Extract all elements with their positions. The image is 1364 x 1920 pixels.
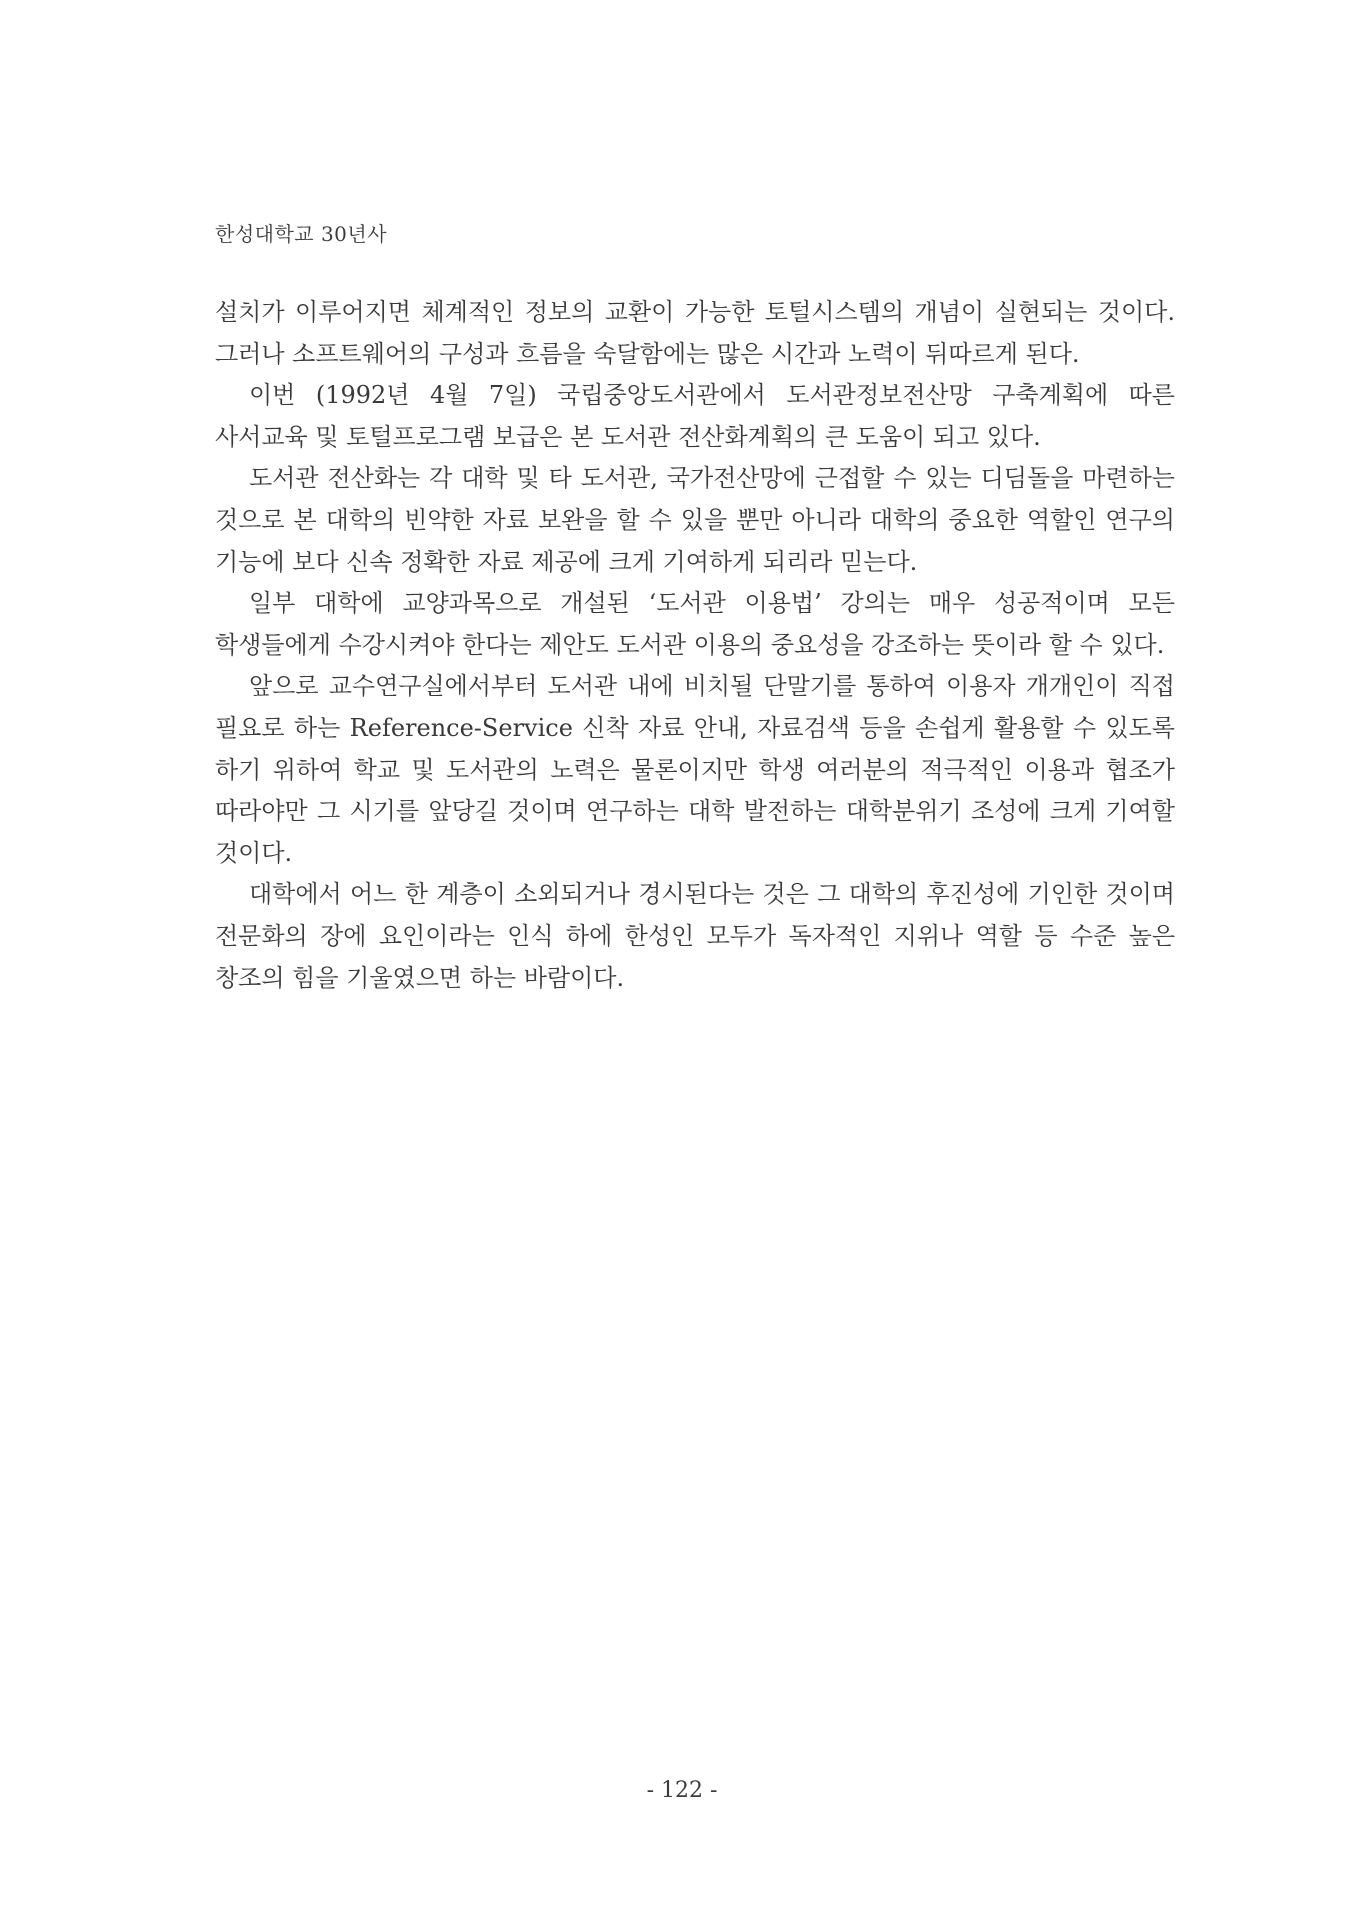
paragraph: 앞으로 교수연구실에서부터 도서관 내에 비치될 단말기를 통하여 이용자 개개인이 직접 필요로 하는 Reference-Service 신착 자료 안내, 자료검색 등을 손쉽게 활용할 수 있도록 하기 위하여 학교 및 도서관의 노력은 물론이지만 학생 여러분의 적극적인 이용과 협조가 따라야만 그 시기를 앞당길 것이며 연구하는 대학 발전하는 대학분위기 조성에 크게 기여할 것이다.: [215, 672, 1175, 867]
paragraph: 일부 대학에 교양과목으로 개설된 ‘도서관 이용법’ 강의는 매우 성공적이며 모든 학생들에게 수강시켜야 한다는 제안도 도서관 이용의 중요성을 강조하는 뜻이라 할 수 있다.: [215, 589, 1175, 659]
page-number: - 122 -: [646, 1778, 718, 1803]
paragraph: 설치가 이루어지면 체계적인 정보의 교환이 가능한 토털시스템의 개념이 실현되는 것이다. 그러나 소프트웨어의 구성과 흐름을 숙달함에는 많은 시간과 노력이 뒤따르게 된다.: [215, 298, 1175, 368]
body-text: [215, 292, 1175, 999]
paragraph: 대학에서 어느 한 계층이 소외되거나 경시된다는 것은 그 대학의 후진성에 기인한 것이며 전문화의 장에 요인이라는 인식 하에 한성인 모두가 독자적인 지위나 역할 등 수준 높은 창조의 힘을 기울였으면 하는 바람이다.: [215, 880, 1175, 992]
paragraph: 도서관 전산화는 각 대학 및 타 도서관, 국가전산망에 근접할 수 있는 디딤돌을 마련하는 것으로 본 대학의 빈약한 자료 보완을 할 수 있을 뿐만 아니라 대학의 중요한 역할인 연구의 기능에 보다 신속 정확한 자료 제공에 크게 기여하게 되리라 믿는다.: [215, 464, 1175, 576]
paragraph: 이번 (1992년 4월 7일) 국립중앙도서관에서 도서관정보전산망 구축계획에 따른 사서교육 및 토털프로그램 보급은 본 도서관 전산화계획의 큰 도움이 되고 있다.: [215, 381, 1175, 451]
running-header: 한성대학교 30년사: [215, 222, 388, 246]
